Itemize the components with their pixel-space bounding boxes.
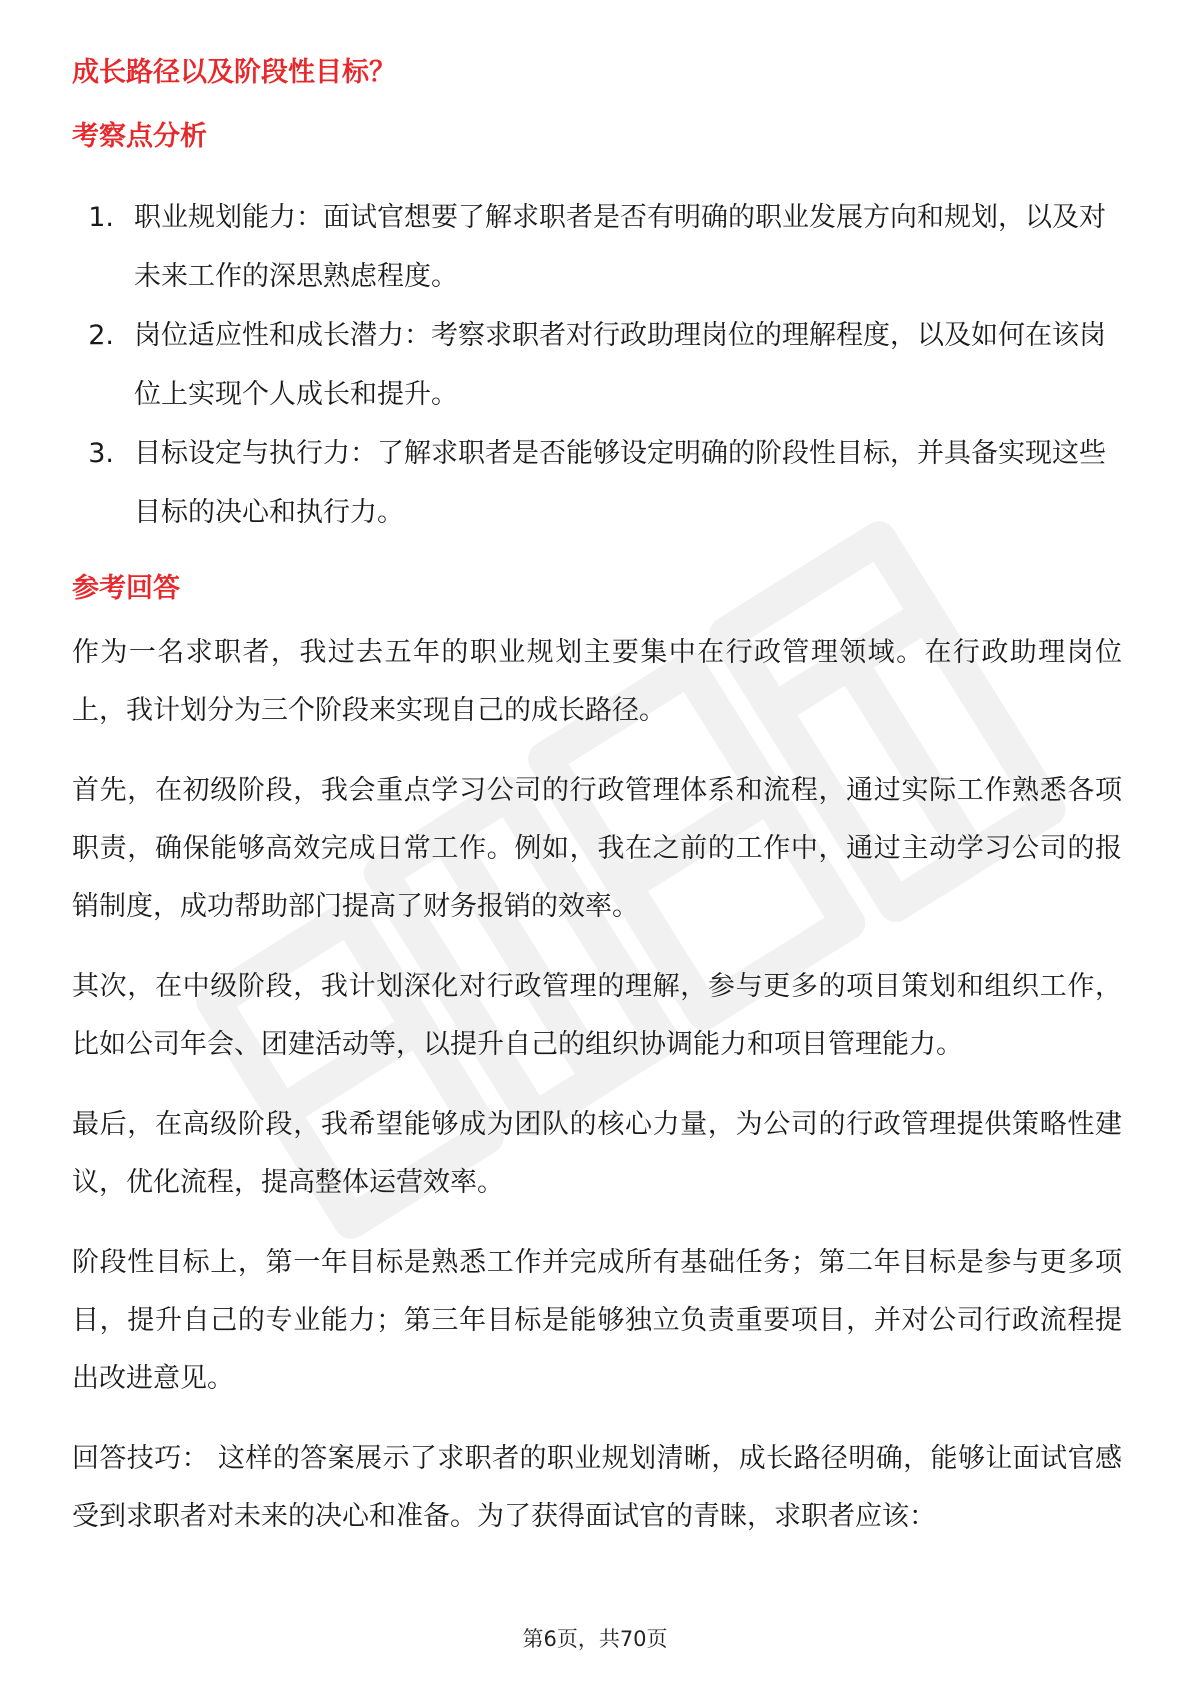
answer-paragraph: 作为一名求职者，我过去五年的职业规划主要集中在行政管理领域。在行政助理岗位上，我计划分为三个阶段来实现自己的成长路径。 [72,637,1122,726]
list-item [72,188,1122,306]
question-title: 成长路径以及阶段性目标？ [72,57,396,88]
list-item-number: 2. [88,320,114,351]
analysis-heading: 考察点分析 [72,121,207,152]
list-item [72,424,1122,542]
list-item-text: 目标设定与执行力：了解求职者是否能够设定明确的阶段性目标，并具备实现这些目标的决心和执行力。 [134,438,1106,528]
answer-paragraph: 阶段性目标上，第一年目标是熟悉工作并完成所有基础任务；第二年目标是参与更多项目，提升自己的专业能力；第三年目标是能够独立负责重要项目，并对公司行政流程提出改进意见。 [72,1247,1122,1394]
tips-paragraph: 回答技巧： 这样的答案展示了求职者的职业规划清晰，成长路径明确，能够让面试官感受到求职者对未来的决心和准备。为了获得面试官的青睐，求职者应该： [72,1443,1122,1532]
list-item-number: 3. [88,438,114,469]
list-item-text: 职业规划能力：面试官想要了解求职者是否有明确的职业发展方向和规划，以及对未来工作的深思熟虑程度。 [134,202,1106,292]
answer-paragraph: 最后，在高级阶段，我希望能够成为团队的核心力量，为公司的行政管理提供策略性建议，优化流程，提高整体运营效率。 [72,1109,1122,1198]
list-item [72,306,1122,424]
analysis-list [72,188,1122,542]
answer-heading: 参考回答 [72,573,180,604]
list-item-text: 岗位适应性和成长潜力：考察求职者对行政助理岗位的理解程度，以及如何在该岗位上实现个人成长和提升。 [134,320,1106,410]
answer-paragraph: 首先，在初级阶段，我会重点学习公司的行政管理体系和流程，通过实际工作熟悉各项职责，确保能够高效完成日常工作。例如，我在之前的工作中，通过主动学习公司的报销制度，成功帮助部门提高了财务报销的效率。 [72,775,1122,922]
main-content [72,56,1122,1546]
page-number: 第6页，共70页 [522,1627,668,1651]
answer-paragraph: 其次，在中级阶段，我计划深化对行政管理的理解，参与更多的项目策划和组织工作，比如公司年会、团建活动等，以提升自己的组织协调能力和项目管理能力。 [72,971,1122,1060]
list-item-number: 1. [88,202,114,233]
